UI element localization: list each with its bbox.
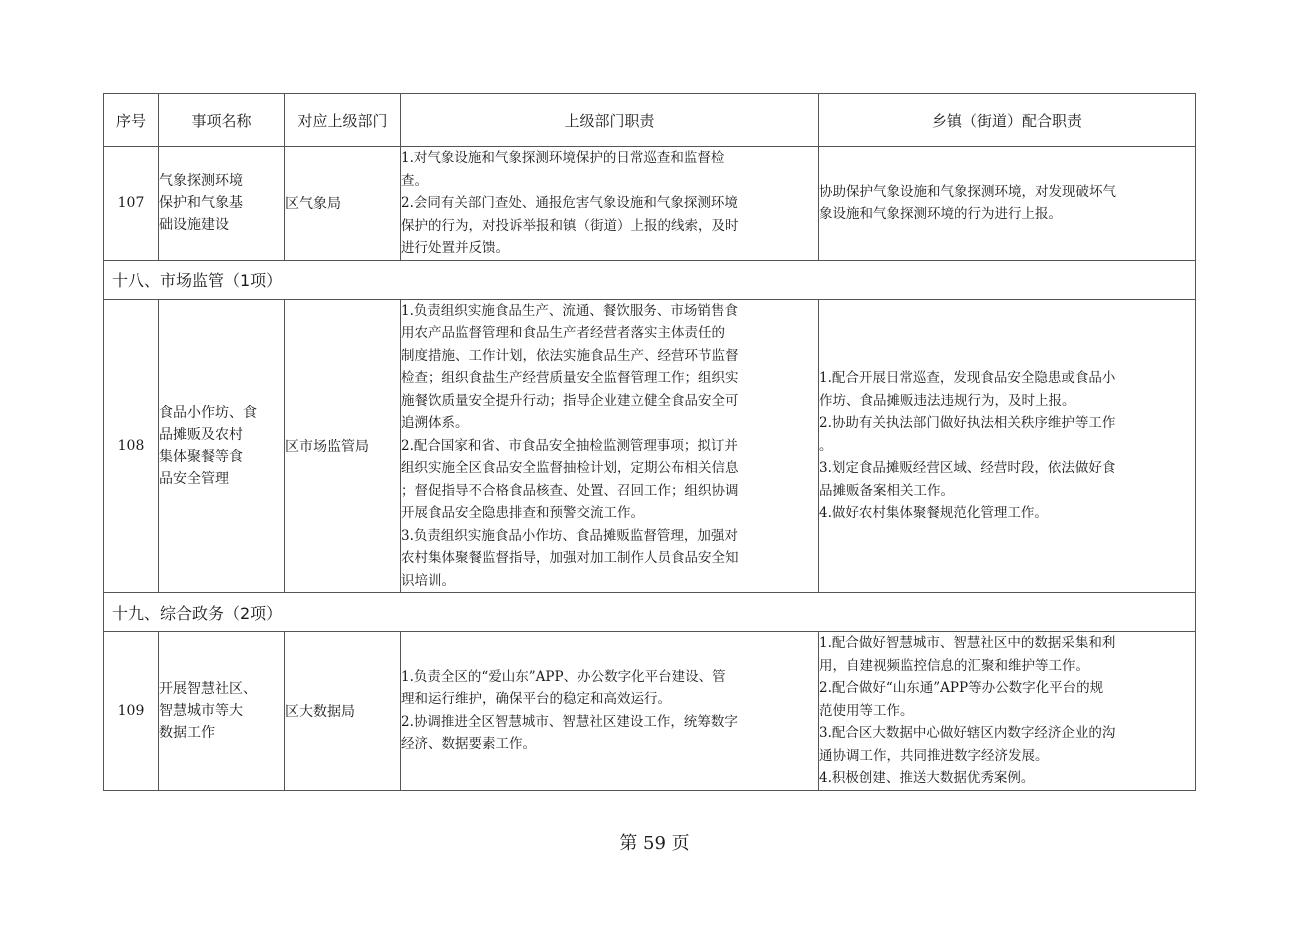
text-line: 1.对气象设施和气象探测环境保护的日常巡查和监督检	[401, 150, 725, 166]
text-line: 1.负责全区的“爱山东”APP、办公数字化平台建设、管	[401, 668, 726, 685]
item-name-line: 础设施建设	[159, 217, 229, 234]
item-name-line: 品摊贩及农村	[159, 426, 243, 443]
row-town-duty	[819, 147, 1196, 261]
section-title: 十八、市场监管（1项）	[104, 260, 1196, 299]
text-line: 识培训。	[401, 572, 455, 589]
row-item-name	[159, 299, 285, 593]
item-name-line: 气象探测环境	[159, 173, 243, 190]
text-line: 组织实施全区食品安全监督抽检计划，定期公布相关信息	[401, 460, 739, 476]
text-line: 1.配合开展日常巡查，发现食品安全隐患或食品小	[819, 370, 1116, 386]
item-name-line: 开展智慧社区、	[159, 680, 257, 697]
item-name-line: 食品小作坊、食	[159, 404, 257, 421]
text-line: 农村集体聚餐监督指导，加强对加工制作人员食品安全知	[401, 550, 739, 566]
item-name-line: 智慧城市等大	[159, 702, 243, 719]
text-line: 2.会同有关部门查处、通报危害气象设施和气象探测环境	[401, 195, 738, 211]
text-line: 作坊、食品摊贩违法违规行为，及时上报。	[819, 392, 1076, 409]
text-line: 用农产品监督管理和食品生产者经营者落实主体责任的	[401, 325, 725, 341]
text-line: 保护的行为，对投诉举报和镇（街道）上报的线索，及时	[401, 217, 739, 234]
text-line: 3.负责组织实施食品小作坊、食品摊贩监督管理，加强对	[401, 527, 738, 544]
header-name: 事项名称	[159, 94, 285, 147]
text-line: 理和运行维护，确保平台的稳定和高效运行。	[401, 691, 671, 708]
header-seq: 序号	[104, 94, 159, 147]
item-name-line: 品安全管理	[159, 470, 229, 487]
section-row	[104, 260, 1196, 299]
text-line: 施餐饮质量安全提升行动；指导企业建立健全食品安全可	[401, 392, 739, 409]
text-line: 2.配合国家和省、市食品安全抽检监测管理事项；拟订并	[401, 437, 738, 454]
text-line: 用，自建视频监控信息的汇聚和维护等工作。	[819, 657, 1089, 674]
row-upper-duty	[401, 632, 819, 791]
text-line: 2.配合做好“山东通”APP等办公数字化平台的规	[819, 680, 1104, 696]
text-line: 3.配合区大数据中心做好辖区内数字经济企业的沟	[819, 725, 1116, 741]
table-row	[104, 632, 1196, 791]
row-item-name	[159, 632, 285, 791]
text-line: 1.负责组织实施食品生产、流通、餐饮服务、市场销售食	[401, 302, 738, 319]
text-line: 1.配合做好智慧城市、智慧社区中的数据采集和利	[819, 635, 1116, 651]
text-line: 3.划定食品摊贩经营区域、经营时段，依法做好食	[819, 460, 1116, 476]
text-line: 4.积极创建、推送大数据优秀案例。	[819, 770, 1035, 786]
item-name-line: 保护和气象基	[159, 195, 243, 212]
header-dept: 对应上级部门	[285, 94, 401, 147]
text-line: 检查；组织食盐生产经营质量安全监督管理工作；组织实	[401, 370, 739, 386]
row-dept: 区气象局	[285, 147, 401, 261]
header-upper-duty: 上级部门职责	[401, 94, 819, 147]
text-line: ；督促指导不合格食品核查、处置、召回工作；组织协调	[401, 482, 739, 499]
row-town-duty	[819, 632, 1196, 791]
text-line: 。	[819, 437, 833, 454]
text-line: 2.协调推进全区智慧城市、智慧社区建设工作，统筹数字	[401, 713, 738, 730]
text-line: 象设施和气象探测环境的行为进行上报。	[819, 206, 1062, 223]
duty-table	[103, 93, 1196, 791]
text-line: 范使用等工作。	[819, 702, 914, 719]
section-row	[104, 593, 1196, 632]
text-line: 查。	[401, 172, 428, 189]
row-upper-duty	[401, 147, 819, 261]
text-line: 开展食品安全隐患排查和预警交流工作。	[401, 505, 644, 521]
row-dept: 区大数据局	[285, 632, 401, 791]
text-line: 追溯体系。	[401, 415, 469, 431]
header-town-duty: 乡镇（街道）配合职责	[819, 94, 1196, 147]
section-title: 十九、综合政务（2项）	[104, 593, 1196, 632]
table-header-row	[104, 94, 1196, 147]
text-line: 协助保护气象设施和气象探测环境，对发现破坏气	[819, 183, 1116, 200]
text-line: 制度措施、工作计划，依法实施食品生产、经营环节监督	[401, 347, 739, 364]
text-line: 经济、数据要素工作。	[401, 736, 536, 753]
row-seq: 108	[104, 299, 159, 593]
row-town-duty	[819, 299, 1196, 593]
text-line: 通协调工作，共同推进数字经济发展。	[819, 747, 1049, 764]
text-line: 4.做好农村集体聚餐规范化管理工作。	[819, 505, 1048, 521]
page-number: 第 59 页	[619, 833, 690, 854]
text-line: 品摊贩备案相关工作。	[819, 482, 954, 499]
row-item-name	[159, 147, 285, 261]
table-row	[104, 299, 1196, 593]
text-line: 2.协助有关执法部门做好执法相关秩序维护等工作	[819, 415, 1116, 431]
item-name-line: 集体聚餐等食	[159, 448, 243, 465]
row-seq: 107	[104, 147, 159, 261]
row-dept: 区市场监管局	[285, 299, 401, 593]
item-name-line: 数据工作	[159, 724, 215, 741]
text-line: 进行处置并反馈。	[401, 240, 509, 256]
row-upper-duty	[401, 299, 819, 593]
table-row	[104, 147, 1196, 261]
row-seq: 109	[104, 632, 159, 791]
